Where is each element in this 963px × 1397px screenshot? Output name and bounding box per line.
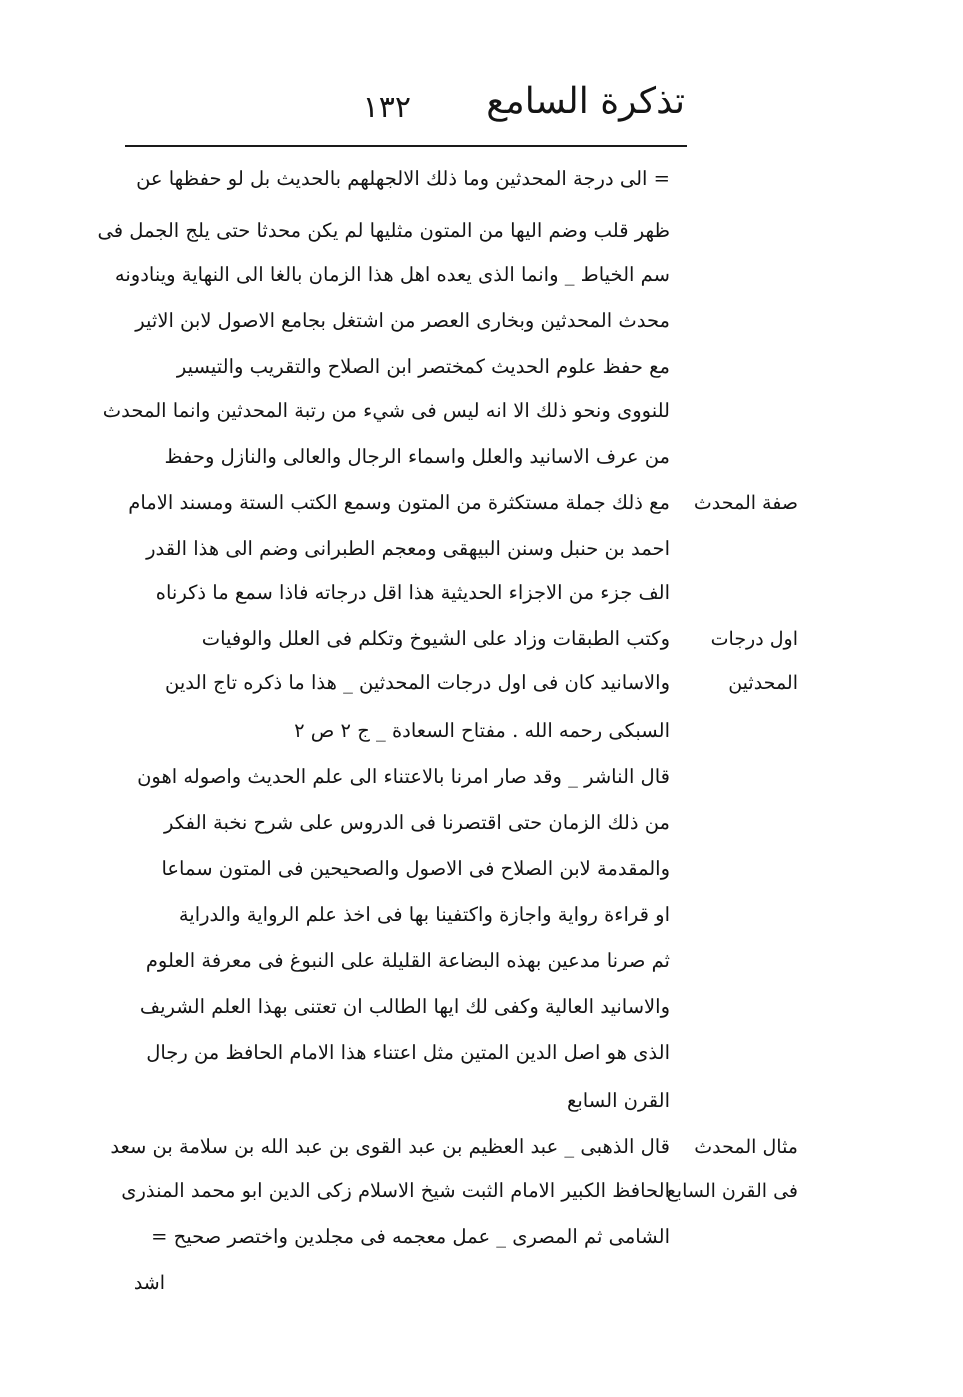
text-line: من ذلك الزمان حتى اقتصرنا فى الدروس على شرح نخبة الفكر — [164, 811, 670, 834]
text-line: والاسانيد كان فى اول درجات المحدثين _ هذا ما ذكره تاج الدين — [165, 671, 670, 694]
text-line: السبكى رحمه الله . مفتاح السعادة _ ج ٢ ص ٢ — [294, 719, 670, 742]
text-line: والاسانيد العالية وكفى لك ايها الطالب ان تعتنى بهذا العلم الشريف — [139, 995, 670, 1018]
text-line: = الى درجة المحدثين وما ذلك الالجهلهم بالحديث بل لو حفظها عن — [136, 167, 670, 190]
text-line: سم الخياط _ وانما الذى يعده اهل هذا الزمان بالغا الى النهاية وينادونه — [114, 263, 670, 286]
text-line: او قراءة رواية واجازة واكتفينا بها فى اخذ علم الرواية والدراية — [178, 903, 670, 926]
text-line: ثم صرنا مدعين بهذه البضاعة القليلة على النبوغ فى معرفة العلوم — [145, 949, 670, 972]
text-line: وكتب الطبقات وزاد على الشيوخ وتكلم فى العلل والوفيات — [201, 627, 670, 650]
margin-note: المحدثين — [728, 672, 798, 694]
text-line: احمد بن حنبل وسنن البيهقى ومعجم الطبرانى وضم الى هذا القدر — [146, 537, 670, 560]
margin-note: فى القرن السابع — [666, 1180, 798, 1202]
margin-note: اول درجات — [710, 628, 798, 650]
catchword: اشد — [133, 1272, 165, 1294]
text-line: ظهر قلب وضم اليها من المتون مثليها لم يكن محدثا حتى يلج الجمل فى — [97, 219, 670, 242]
text-line: الحافظ الكبير الامام الثبت شيخ الاسلام زكى الدين ابو محمد المنذرى — [121, 1179, 670, 1202]
text-line: الف جزء من الاجزاء الحديثية هذا اقل درجاته فاذا سمع ما ذكرناه — [155, 581, 670, 604]
header-rule — [125, 145, 687, 147]
page-number: ١٣٢ — [362, 90, 411, 125]
text-line: الذى هو اصل الدين المتين مثل اعتناء هذا الامام الحافظ من رجال — [146, 1041, 670, 1064]
text-line: مع حفظ علوم الحديث كمختصر ابن الصلاح والتقريب والتيسير — [176, 355, 670, 378]
text-line: مع ذلك جملة مستكثرة من المتون وسمع الكتب الستة ومسند الامام — [128, 491, 670, 514]
text-line: الشامى ثم المصرى _ عمل معجمه فى مجلدين واختصر صحيح = — [151, 1225, 670, 1248]
margin-note: صفة المحدث — [693, 492, 798, 514]
text-line: للنووى ونحو ذلك الا انه ليس فى شيء من رتبة المحدثين وانما المحدث — [102, 399, 670, 422]
text-line: قال الذهبى _ عبد العظيم بن عبد القوى بن عبد الله بن سلامة بن سعد — [110, 1135, 670, 1158]
text-line: القرن السابع — [566, 1089, 670, 1112]
text-line: قال الناشر _ وقد صار امرنا بالاعتناء الى علم الحديث واصوله اهون — [137, 765, 670, 788]
text-line: والمقدمة لابن الصلاح فى الاصول والصحيحين فى المتون سماعا — [161, 857, 670, 880]
text-line: محدث المحدثين وبخارى العصر من اشتغل بجامع الاصول لابن الاثير — [135, 309, 670, 332]
running-title: تذكرة السامع — [486, 81, 685, 122]
margin-note: مثال المحدث — [694, 1136, 798, 1158]
text-line: من عرف الاسانيد والعلل واسماء الرجال والعالى والنازل وحفظ — [164, 445, 670, 468]
